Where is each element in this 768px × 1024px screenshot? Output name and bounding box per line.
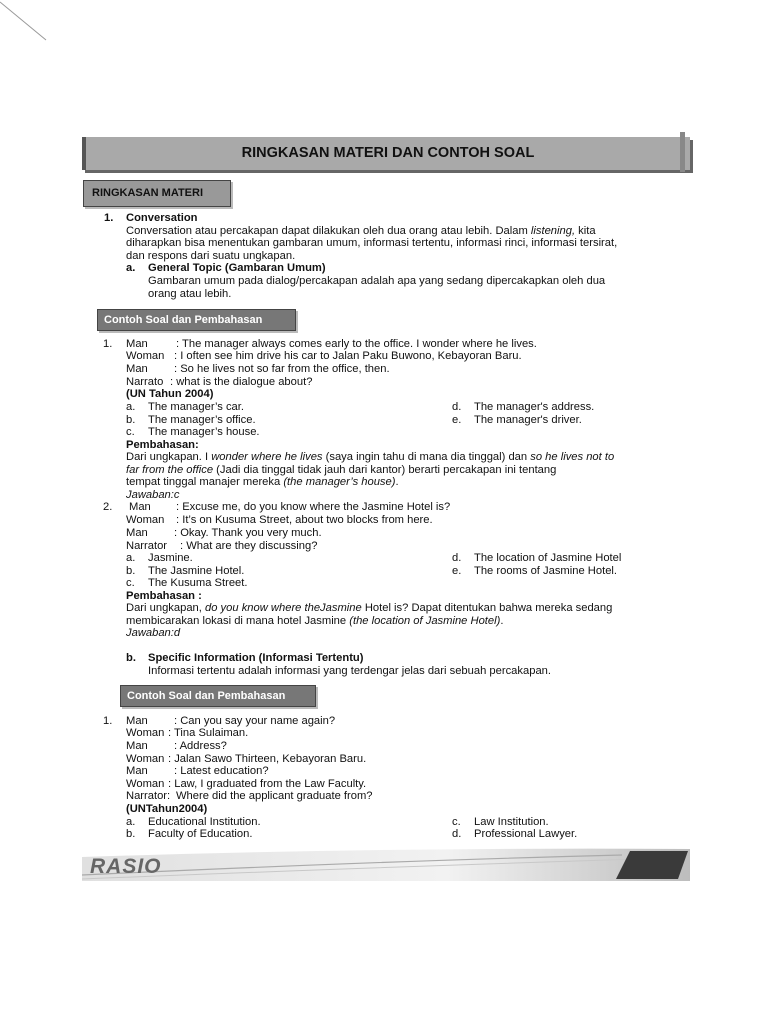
- q2-line-3: : Okay. Thank you very much.: [174, 527, 322, 539]
- q3-speaker-1: Man: [126, 715, 148, 727]
- q2-option-a: Jasmine.: [148, 552, 193, 564]
- q3-line-2: : Tina Sulaiman.: [168, 727, 249, 739]
- q2-option-c: The Kusuma Street.: [148, 577, 248, 589]
- section-ringkasan-materi: RINGKASAN MATERI: [83, 180, 231, 207]
- q3-line-7: Where did the applicant graduate from?: [176, 790, 373, 802]
- q2-line-1: : Excuse me, do you know where the Jasmine Hotel is?: [176, 501, 451, 513]
- q2-option-b: The Jasmine Hotel.: [148, 565, 245, 577]
- q2-pembahasan-line2: membicarakan lokasi di mana hotel Jasmine (the location of Jasmine Hotel).: [126, 615, 504, 627]
- q2-option-b-letter: b.: [126, 565, 136, 577]
- q3-option-a: Educational Institution.: [148, 816, 261, 828]
- footer-band: [82, 845, 690, 885]
- q1-option-b-letter: b.: [126, 414, 136, 426]
- q3-option-d-letter: d.: [452, 828, 462, 840]
- q1-speaker-2: Woman: [126, 350, 165, 362]
- q3-source: (UNTahun2004): [126, 803, 208, 815]
- q1-pembahasan-line1: Dari ungkapan. I wonder where he lives (saya ingin tahu di mana dia tinggal) dan so he lives not to: [126, 451, 615, 463]
- item1-line1: Conversation atau percakapan dapat dilakukan oleh dua orang atau lebih. Dalam listening, kita: [126, 225, 596, 237]
- q3-number: 1.: [103, 715, 113, 727]
- q3-option-d: Professional Lawyer.: [474, 828, 578, 840]
- item1a-heading: General Topic (Gambaran Umum): [148, 262, 326, 274]
- q3-speaker-2: Woman: [126, 727, 165, 739]
- q1-option-d-letter: d.: [452, 401, 462, 413]
- q1-option-b: The manager’s office.: [148, 414, 256, 426]
- q2-speaker-2: Woman: [126, 514, 165, 526]
- q3-option-c-letter: c.: [452, 816, 461, 828]
- page-title: RINGKASAN MATERI DAN CONTOH SOAL: [241, 145, 535, 161]
- q2-option-e-letter: e.: [452, 565, 462, 577]
- q2-pembahasan-heading: Pembahasan :: [126, 590, 202, 602]
- item1-number: 1.: [104, 212, 114, 224]
- q1-option-a: The manager’s car.: [148, 401, 244, 413]
- q3-speaker-7: Narrator:: [126, 790, 171, 802]
- page-title-bar: [82, 137, 690, 170]
- q2-option-e: The rooms of Jasmine Hotel.: [474, 565, 618, 577]
- q1-option-e-letter: e.: [452, 414, 462, 426]
- q1-option-a-letter: a.: [126, 401, 136, 413]
- item1a-label: a.: [126, 262, 136, 274]
- item1b-line1: Informasi tertentu adalah informasi yang terdengar jelas dari sebuah percakapan.: [148, 665, 551, 677]
- q1-pembahasan-line3: tempat tinggal manajer mereka (the manager’s house).: [126, 476, 399, 488]
- q2-option-c-letter: c.: [126, 577, 135, 589]
- q3-speaker-5: Man: [126, 765, 148, 777]
- q3-line-1: : Can you say your name again?: [174, 715, 336, 727]
- q1-option-e: The manager's driver.: [474, 414, 582, 426]
- q1-option-d: The manager's address.: [474, 401, 595, 413]
- q2-pembahasan-line1: Dari ungkapan, do you know where theJasmine Hotel is? Dapat ditentukan bahwa mereka sedang: [126, 602, 613, 614]
- q2-speaker-4: Narrator: [126, 540, 168, 552]
- item1-line3: dan respons dari suatu ungkapan.: [126, 250, 296, 262]
- q1-pembahasan-heading: Pembahasan:: [126, 439, 199, 451]
- item1b-heading: Specific Information (Informasi Tertentu): [148, 652, 364, 664]
- footer-logo: RASIO: [90, 855, 162, 878]
- q3-option-a-letter: a.: [126, 816, 136, 828]
- q2-speaker-3: Man: [126, 527, 148, 539]
- q3-line-4: : Jalan Sawo Thirteen, Kebayoran Baru.: [168, 753, 367, 765]
- q3-line-6: : Law, I graduated from the Law Faculty.: [168, 778, 367, 790]
- item1-line2: diharapkan bisa menentukan gambaran umum, informasi tertentu, informasi rinci, informasi tersirat,: [126, 237, 618, 249]
- q1-line-1: : The manager always comes early to the office. I wonder where he lives.: [176, 338, 537, 350]
- q1-speaker-4: Narrato: [126, 376, 164, 388]
- q3-option-b: Faculty of Education.: [148, 828, 253, 840]
- item1a-line2: orang atau lebih.: [148, 288, 232, 300]
- q1-line-2: : I often see him drive his car to Jalan Paku Buwono, Kebayoran Baru.: [174, 350, 522, 362]
- contoh-soal-label-1: Contoh Soal dan Pembahasan: [97, 309, 296, 331]
- q1-speaker-1: Man: [126, 338, 148, 350]
- q1-speaker-3: Man: [126, 363, 148, 375]
- q3-line-5: : Latest education?: [174, 765, 269, 777]
- q3-line-3: : Address?: [174, 740, 227, 752]
- contoh-soal-label-2: Contoh Soal dan Pembahasan: [120, 685, 316, 707]
- q1-option-c: The manager’s house.: [148, 426, 260, 438]
- q2-option-d: The location of Jasmine Hotel: [474, 552, 622, 564]
- q2-speaker-1: Man: [129, 501, 151, 513]
- q3-speaker-4: Woman: [126, 753, 165, 765]
- q3-option-c: Law Institution.: [474, 816, 549, 828]
- q1-pembahasan-line2: far from the office (Jadi dia tinggal tidak jauh dari kantor) berarti percakapan ini tentang: [126, 464, 557, 476]
- q2-number: 2.: [103, 501, 113, 513]
- title-bar-end-cap: [680, 132, 685, 172]
- corner-line-decoration: [0, 0, 50, 45]
- item1-heading: Conversation: [126, 212, 198, 224]
- q2-option-a-letter: a.: [126, 552, 136, 564]
- q2-answer: Jawaban:d: [126, 627, 181, 639]
- q1-source: (UN Tahun 2004): [126, 388, 214, 400]
- q1-answer: Jawaban:c: [126, 489, 180, 501]
- q1-line-3: : So he lives not so far from the office, then.: [174, 363, 390, 375]
- q1-line-4: : what is the dialogue about?: [170, 376, 313, 388]
- q3-speaker-6: Woman: [126, 778, 165, 790]
- item1b-label: b.: [126, 652, 136, 664]
- q3-speaker-3: Man: [126, 740, 148, 752]
- q2-option-d-letter: d.: [452, 552, 462, 564]
- q2-line-4: : What are they discussing?: [180, 540, 318, 552]
- q1-option-c-letter: c.: [126, 426, 135, 438]
- item1a-line1: Gambaran umum pada dialog/percakapan adalah apa yang sedang dipercakapkan oleh dua: [148, 275, 606, 287]
- q2-line-2: : It’s on Kusuma Street, about two blocks from here.: [176, 514, 433, 526]
- q3-option-b-letter: b.: [126, 828, 136, 840]
- q1-number: 1.: [103, 338, 113, 350]
